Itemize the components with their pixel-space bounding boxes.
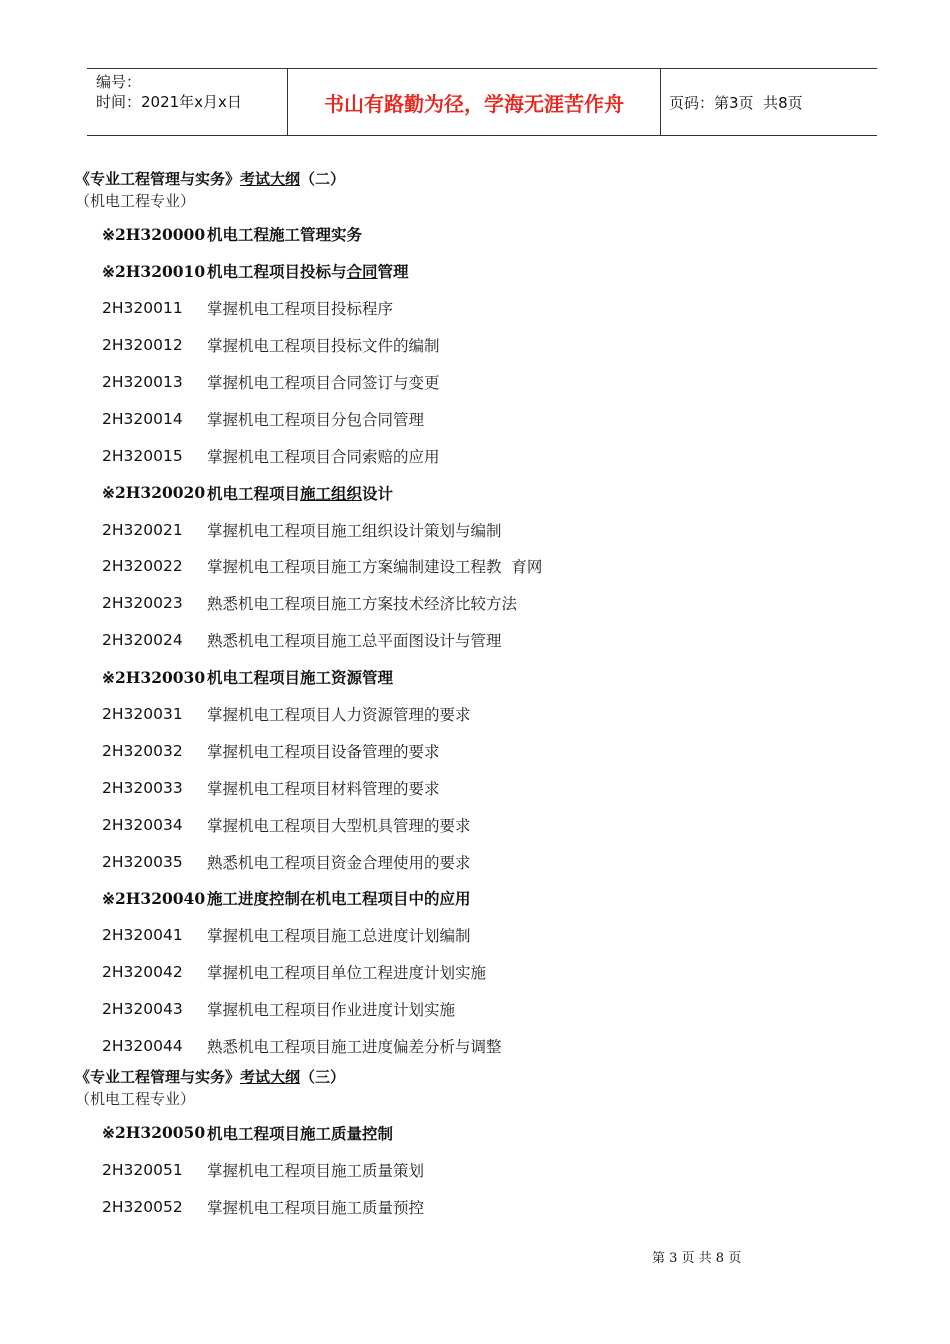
outline-item-row: 2H320021 掌握机电工程项目施工组织设计策划与编制 xyxy=(102,520,502,540)
outline-heading-row: ※2H320000 机电工程施工管理实务 xyxy=(102,224,363,245)
section-2 xyxy=(75,1066,875,1225)
outline-item-row: 2H320033 掌握机电工程项目材料管理的要求 xyxy=(102,778,440,798)
outline-item-row: 2H320012 掌握机电工程项目投标文件的编制 xyxy=(102,336,440,356)
outline-item-row: 2H320032 掌握机电工程项目设备管理的要求 xyxy=(102,741,440,761)
outline-item-row: 2H320051 掌握机电工程项目施工质量策划 xyxy=(102,1160,425,1180)
outline-heading-row: ※2H320030 机电工程项目施工资源管理 xyxy=(102,667,394,688)
document-body xyxy=(75,168,875,1225)
header-meta xyxy=(87,69,288,135)
outline-item-row: 2H320015 掌握机电工程项目合同索赔的应用 xyxy=(102,446,440,466)
section-subtitle: （机电工程专业） xyxy=(75,1090,196,1109)
outline-item-row: 2H320022 掌握机电工程项目施工方案编制建设工程教 育网 xyxy=(102,557,543,577)
outline-item-row: 2H320031 掌握机电工程项目人力资源管理的要求 xyxy=(102,705,471,725)
time-label: 时间：2021年x月x日 xyxy=(96,93,242,111)
header-motto: 书山有路勤为径，学海无涯苦作舟 xyxy=(288,69,661,135)
outline-item-row: 2H320042 掌握机电工程项目单位工程进度计划实施 xyxy=(102,963,487,983)
outline-item-row: 2H320041 掌握机电工程项目施工总进度计划编制 xyxy=(102,926,471,946)
section-title: 《专业工程管理与实务》考试大纲（二） xyxy=(75,170,346,188)
outline-item-row: 2H320013 掌握机电工程项目合同签订与变更 xyxy=(102,373,440,392)
page-footer: 第 3 页 共 8 页 xyxy=(652,1251,742,1266)
section-subtitle: （机电工程专业） xyxy=(75,192,196,210)
page-header xyxy=(87,68,877,136)
outline-item-row: 2H320034 掌握机电工程项目大型机具管理的要求 xyxy=(102,815,471,835)
outline-heading-row: ※2H320040 施工进度控制在机电工程项目中的应用 xyxy=(102,888,471,909)
outline-heading-row: ※2H320050 机电工程项目施工质量控制 xyxy=(102,1123,394,1143)
number-label: 编号： xyxy=(96,73,142,91)
outline-heading-row: ※2H320020 机电工程项目施工组织设计 xyxy=(102,483,394,503)
outline-heading-row: ※2H320010 机电工程项目投标与合同管理 xyxy=(102,261,409,282)
outline-item-row: 2H320014 掌握机电工程项目分包合同管理 xyxy=(102,409,425,429)
outline-item-row: 2H320011 掌握机电工程项目投标程序 xyxy=(102,299,394,319)
outline-item-row: 2H320023 熟悉机电工程项目施工方案技术经济比较方法 xyxy=(102,594,518,614)
header-page-info: 页码：第3页 共8页 xyxy=(669,93,803,112)
section-title: 《专业工程管理与实务》考试大纲（三） xyxy=(75,1068,346,1087)
outline-item-row: 2H320035 熟悉机电工程项目资金合理使用的要求 xyxy=(102,852,471,872)
outline-item-row: 2H320052 掌握机电工程项目施工质量预控 xyxy=(102,1197,425,1217)
outline-item-row: 2H320024 熟悉机电工程项目施工总平面图设计与管理 xyxy=(102,631,502,651)
outline-item-row: 2H320043 掌握机电工程项目作业进度计划实施 xyxy=(102,1000,456,1020)
outline-item-row: 2H320044 熟悉机电工程项目施工进度偏差分析与调整 xyxy=(102,1037,502,1057)
